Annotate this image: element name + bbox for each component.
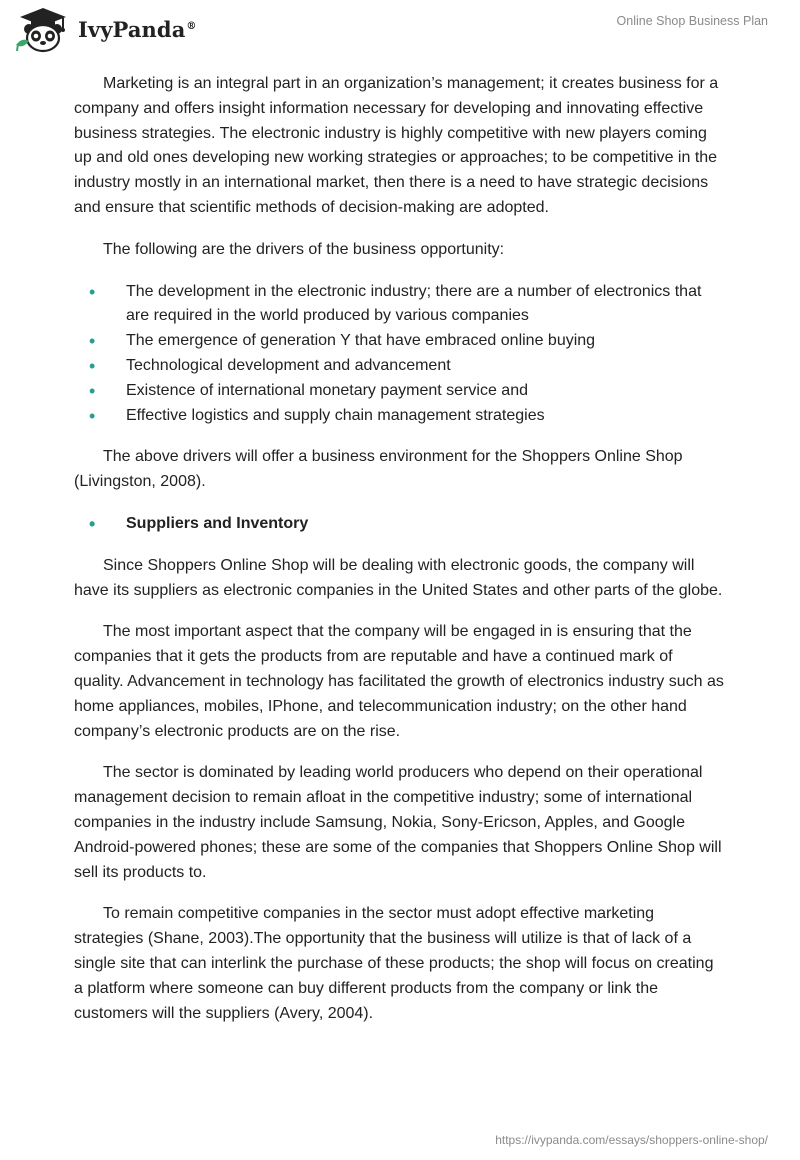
paragraph-competition: To remain competitive companies in the sector must adopt effective marketing strategies (Shane, 2003).The opportunity that the business will utilize is that of lack of a single site that can interlink the purchase of these products; the shop will focus on creating a platform where someone can buy different products from the company or link the customers will the suppliers (Avery, 2004). xyxy=(74,905,714,1022)
list-item: • Effective logistics and supply chain management strategies xyxy=(74,404,726,429)
bullet-icon: • xyxy=(89,380,96,401)
paragraph-drivers-intro: The following are the drivers of the business opportunity: xyxy=(103,240,505,258)
section-heading-list xyxy=(74,512,726,537)
ivypanda-logo[interactable] xyxy=(14,7,197,53)
bullet-icon: • xyxy=(89,281,96,302)
section-heading-suppliers: • Suppliers and Inventory xyxy=(74,512,726,537)
list-item: • The emergence of generation Y that have embraced online buying xyxy=(74,329,726,354)
source-url[interactable]: https://ivypanda.com/essays/shoppers-online-shop/ xyxy=(495,1133,768,1147)
document-body xyxy=(74,72,726,1043)
paragraph-marketing: Marketing is an integral part in an organization’s management; it creates business for a company and offers insight information necessary for developing and innovating effective business strategies. The electronic industry is highly competitive with new players coming up and old ones developing new working strategies or approaches; to be competitive in the industry mostly in an international market, then there is a need to have strategic decisions and ensure that scientific methods of decision-making are adopted. xyxy=(74,75,719,216)
document-title: Online Shop Business Plan xyxy=(616,14,768,28)
drivers-list xyxy=(74,280,726,429)
registered-mark: ® xyxy=(186,20,197,32)
brand-name: IvyPanda® xyxy=(78,16,197,42)
paragraph-sector: The sector is dominated by leading world producers who depend on their operational management decision to remain afloat in the competitive industry; some of international companies in the industry include Samsung, Nokia, Sony-Ericson, Apples, and Google Android-powered phones; these are some of the companies that Shoppers Online Shop will sell its products to. xyxy=(74,764,722,881)
paragraph-quality: The most important aspect that the company will be engaged in is ensuring that the companies that it gets the products from are reputable and have a continued mark of quality. Advancement in technology has facilitated the growth of electronics industry such as home appliances, mobiles, IPhone, and telecommunication industry; on the other hand company’s electronic products are on the rise. xyxy=(74,623,724,740)
page-header xyxy=(0,0,800,60)
bullet-icon: • xyxy=(89,405,96,426)
bullet-icon: • xyxy=(89,355,96,376)
paragraph-suppliers: Since Shoppers Online Shop will be dealing with electronic goods, the company will have its suppliers as electronic companies in the United States and other parts of the globe. xyxy=(74,556,723,599)
list-item: • Existence of international monetary payment service and xyxy=(74,379,726,404)
panda-mascot-icon xyxy=(14,7,72,53)
list-item: • Technological development and advancement xyxy=(74,354,726,379)
bullet-icon: • xyxy=(89,331,96,352)
list-item: • The development in the electronic industry; there are a number of electronics that are required in the world produced by various companies xyxy=(89,281,702,325)
paragraph-drivers-summary: The above drivers will offer a business environment for the Shoppers Online Shop (Livingston, 2008). xyxy=(74,448,683,491)
bullet-icon: • xyxy=(89,513,96,534)
